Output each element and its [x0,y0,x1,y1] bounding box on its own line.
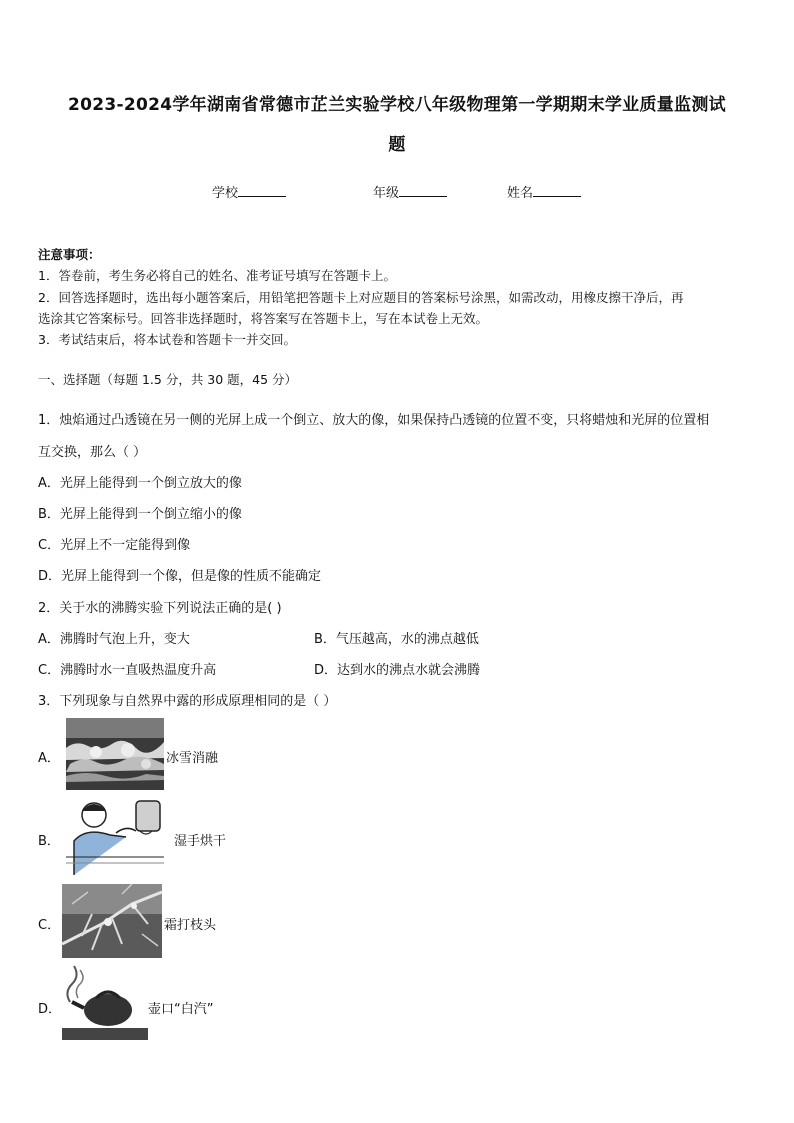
q2-option-c[interactable]: C．沸腾时水一直吸热温度升高 [38,663,217,678]
q3-option-b-label: 湿手烘干 [174,834,227,849]
q1-option-a[interactable]: A．光屏上能得到一个倒立放大的像 [38,476,242,491]
q3-option-c-letter[interactable]: C． [38,918,61,933]
q3-option-b-letter[interactable]: B． [38,834,60,849]
q2-stem: 2．关于水的沸腾实验下列说法正确的是( ) [38,601,282,616]
name-label: 姓名 [507,186,534,201]
q1-option-b[interactable]: B．光屏上能得到一个倒立缩小的像 [38,507,242,522]
q1-stem-line-2: 互交换，那么（ ） [38,445,147,460]
q2-option-a[interactable]: A．沸腾时气泡上升，变大 [38,632,190,647]
notes-item-2-cont: 选涂其它答案标号。回答非选择题时，将答案写在答题卡上，写在本试卷上无效。 [38,311,489,326]
notes-item-2: 2．回答选择题时，选出每小题答案后，用铅笔把答题卡上对应题目的答案标号涂黑，如需改动，用橡皮擦干净后，再 [38,290,684,305]
q2-option-b[interactable]: B．气压越高，水的沸点越低 [314,632,479,647]
q1-option-c[interactable]: C．光屏上不一定能得到像 [38,538,191,553]
school-field[interactable] [212,182,286,201]
section-heading: 一、选择题（每题 1.5 分，共 30 题，45 分） [38,372,298,387]
document-title-line-2: 题 [388,135,406,155]
q3-option-a-letter[interactable]: A． [38,751,60,766]
document-title-line-1: 2023-2024学年湖南省常德市芷兰实验学校八年级物理第一学期期末学业质量监测试 [68,95,726,115]
q3-option-d-image[interactable] [62,962,148,1040]
school-label: 学校 [212,186,239,201]
q2-option-d[interactable]: D．达到水的沸点水就会沸腾 [314,663,481,678]
school-blank[interactable] [238,184,286,197]
q1-stem-line-1: 1．烛焰通过凸透镜在另一侧的光屏上成一个倒立、放大的像，如果保持凸透镜的位置不变，只将蜡烛和光屏的位置相 [38,413,710,428]
q3-option-c-image[interactable] [62,884,162,958]
name-field[interactable] [507,182,581,201]
notes-heading: 注意事项： [38,247,101,262]
q3-option-b-image[interactable] [66,797,164,875]
grade-blank[interactable] [399,184,447,197]
grade-label: 年级 [373,186,400,201]
q3-option-d-label: 壶口“白汽” [148,1002,214,1017]
q3-option-d-letter[interactable]: D． [38,1002,62,1017]
notes-item-3: 3．考试结束后，将本试卷和答题卡一并交回。 [38,332,296,347]
q3-stem: 3．下列现象与自然界中露的形成原理相同的是（ ） [38,694,337,709]
q1-option-d[interactable]: D．光屏上能得到一个像，但是像的性质不能确定 [38,569,322,584]
q3-option-a-image[interactable] [66,718,164,790]
q3-option-a-label: 冰雪消融 [166,751,219,766]
q3-option-c-label: 霜打枝头 [164,918,217,933]
name-blank[interactable] [533,184,581,197]
grade-field[interactable] [373,182,447,201]
notes-item-1: 1．答卷前，考生务必将自己的姓名、准考证号填写在答题卡上。 [38,268,396,283]
